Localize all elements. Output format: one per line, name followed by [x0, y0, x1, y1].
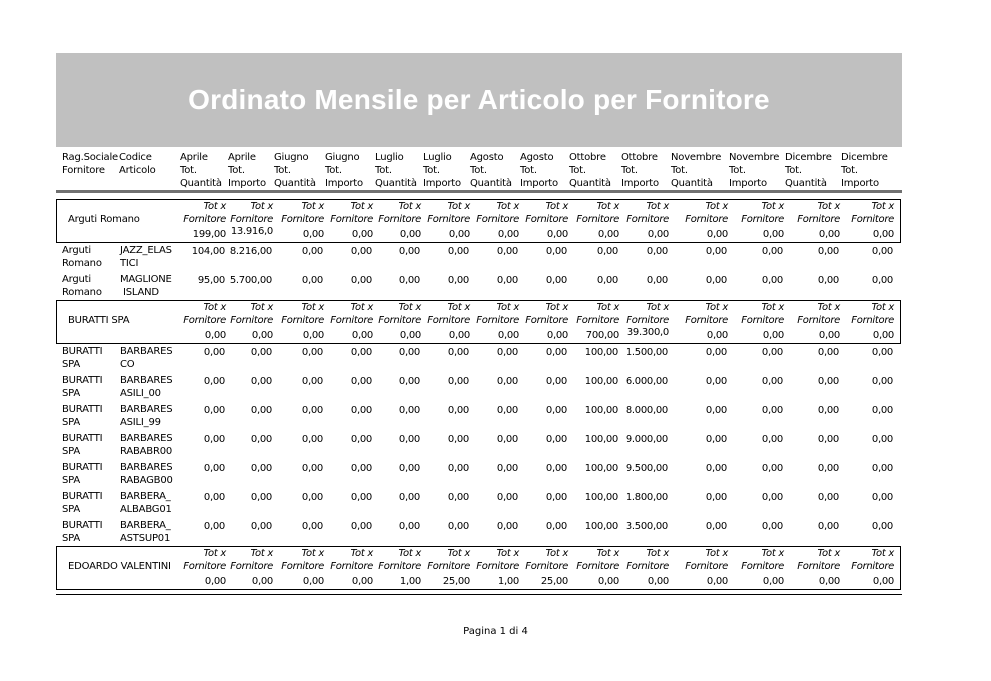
supplier-cell: BURATTI SPA	[62, 520, 103, 544]
value-cell: 0,00	[350, 492, 372, 503]
value-cell: 9.500,00	[625, 463, 668, 474]
supplier-total-value: 0,00	[204, 576, 226, 587]
total-per-supplier-label: Tot x Fornitore	[576, 548, 619, 572]
table-row	[56, 403, 902, 432]
total-per-supplier-label: Tot x Fornitore	[685, 548, 728, 572]
total-per-supplier-label: Tot x Fornitore	[330, 548, 373, 572]
value-cell: 0,00	[496, 405, 518, 416]
supplier-cell: BURATTI SPA	[62, 404, 103, 428]
column-header: Rag.Sociale Fornitore	[62, 152, 118, 176]
value-cell: 104,00	[191, 246, 225, 257]
value-cell: 0,00	[350, 275, 372, 286]
value-cell: 0,00	[871, 405, 893, 416]
value-cell: 0,00	[761, 434, 783, 445]
total-per-supplier-label: Tot x Fornitore	[525, 302, 568, 326]
column-header: Aprile Tot. Quantità	[180, 152, 222, 189]
value-cell: 0,00	[545, 463, 567, 474]
total-per-supplier-label: Tot x Fornitore	[183, 548, 226, 572]
total-per-supplier-label: Tot x Fornitore	[741, 302, 784, 326]
value-cell: 0,00	[496, 434, 518, 445]
value-cell: 0,00	[203, 463, 225, 474]
supplier-total-value: 0,00	[762, 576, 784, 587]
table-row	[56, 461, 902, 490]
report-title: Ordinato Mensile per Articolo per Fornitore	[188, 84, 770, 115]
value-cell: 0,00	[250, 521, 272, 532]
total-per-supplier-label: Tot x Fornitore	[851, 201, 894, 225]
value-cell: 0,00	[301, 463, 323, 474]
report-title-band	[56, 53, 902, 147]
supplier-cell: BURATTI SPA	[62, 491, 103, 515]
value-cell: 100,00	[584, 521, 618, 532]
article-code-cell: MAGLIONE ISLAND	[120, 274, 172, 298]
value-cell: 0,00	[301, 405, 323, 416]
value-cell: 0,00	[545, 376, 567, 387]
supplier-total-block	[56, 300, 901, 344]
supplier-total-value: 0,00	[597, 576, 619, 587]
value-cell: 0,00	[545, 275, 567, 286]
table-row	[56, 374, 902, 403]
value-cell: 8.216,00	[229, 246, 272, 257]
value-cell: 0,00	[496, 275, 518, 286]
supplier-total-value: 0,00	[351, 576, 373, 587]
table-row	[56, 432, 902, 461]
value-cell: 1.800,00	[625, 492, 668, 503]
value-cell: 0,00	[545, 405, 567, 416]
value-cell: 0,00	[203, 521, 225, 532]
total-per-supplier-label: Tot x Fornitore	[427, 201, 470, 225]
value-cell: 0,00	[447, 405, 469, 416]
value-cell: 0,00	[817, 376, 839, 387]
total-per-supplier-label: Tot x Fornitore	[741, 201, 784, 225]
total-per-supplier-label: Tot x Fornitore	[476, 302, 519, 326]
total-per-supplier-label: Tot x Fornitore	[330, 302, 373, 326]
supplier-total-value: 0,00	[647, 229, 669, 240]
total-per-supplier-label: Tot x Fornitore	[741, 548, 784, 572]
value-cell: 100,00	[584, 347, 618, 358]
supplier-total-value: 0,00	[546, 330, 568, 341]
total-per-supplier-label: Tot x Fornitore	[378, 548, 421, 572]
supplier-total-value: 1,00	[399, 576, 421, 587]
value-cell: 0,00	[203, 492, 225, 503]
value-cell: 0,00	[447, 246, 469, 257]
supplier-total-value: 0,00	[351, 229, 373, 240]
value-cell: 0,00	[398, 275, 420, 286]
value-cell: 0,00	[817, 434, 839, 445]
article-code-cell: JAZZ_ELAS TICI	[120, 245, 172, 269]
value-cell: 0,00	[250, 405, 272, 416]
column-header: Ottobre Tot. Quantità	[569, 152, 611, 189]
value-cell: 0,00	[817, 405, 839, 416]
column-header: Dicembre Tot. Quantità	[785, 152, 832, 189]
supplier-total-value: 0,00	[302, 576, 324, 587]
total-per-supplier-label: Tot x Fornitore	[476, 548, 519, 572]
column-header: Dicembre Tot. Importo	[841, 152, 888, 189]
supplier-cell: Arguti Romano	[62, 274, 102, 298]
supplier-total-value: 0,00	[872, 229, 894, 240]
value-cell: 0,00	[871, 434, 893, 445]
value-cell: 0,00	[871, 376, 893, 387]
supplier-total-value: 0,00	[302, 229, 324, 240]
column-header: Ottobre Tot. Importo	[621, 152, 659, 189]
total-per-supplier-label: Tot x Fornitore	[685, 201, 728, 225]
value-cell: 100,00	[584, 376, 618, 387]
article-code-cell: BARBERA_ ASTSUP01	[120, 520, 171, 544]
value-cell: 0,00	[350, 521, 372, 532]
supplier-cell: BURATTI SPA	[62, 346, 103, 370]
supplier-total-block	[56, 546, 901, 590]
value-cell: 0,00	[203, 405, 225, 416]
value-cell: 0,00	[871, 275, 893, 286]
total-per-supplier-label: Tot x Fornitore	[281, 302, 324, 326]
supplier-total-value: 0,00	[706, 229, 728, 240]
value-cell: 0,00	[398, 246, 420, 257]
value-cell: 0,00	[203, 347, 225, 358]
article-code-cell: BARBARES ASILI_99	[120, 404, 173, 428]
value-cell: 0,00	[496, 463, 518, 474]
value-cell: 0,00	[817, 246, 839, 257]
supplier-total-value: 13.916,0	[230, 226, 273, 237]
table-row	[56, 244, 902, 273]
value-cell: 0,00	[761, 521, 783, 532]
supplier-total-value: 0,00	[818, 576, 840, 587]
supplier-total-value: 0,00	[497, 330, 519, 341]
value-cell: 0,00	[350, 463, 372, 474]
value-cell: 0,00	[496, 521, 518, 532]
supplier-total-value: 1,00	[497, 576, 519, 587]
total-per-supplier-label: Tot x Fornitore	[427, 548, 470, 572]
value-cell: 100,00	[584, 405, 618, 416]
value-cell: 0,00	[398, 434, 420, 445]
value-cell: 0,00	[496, 376, 518, 387]
supplier-total-value: 199,00	[192, 229, 226, 240]
value-cell: 0,00	[250, 492, 272, 503]
value-cell: 0,00	[705, 463, 727, 474]
value-cell: 0,00	[871, 492, 893, 503]
column-header: Agosto Tot. Importo	[520, 152, 558, 189]
value-cell: 0,00	[705, 434, 727, 445]
supplier-total-value: 25,00	[442, 576, 470, 587]
value-cell: 0,00	[817, 463, 839, 474]
value-cell: 0,00	[705, 492, 727, 503]
total-per-supplier-label: Tot x Fornitore	[576, 302, 619, 326]
value-cell: 0,00	[398, 463, 420, 474]
total-per-supplier-label: Tot x Fornitore	[851, 548, 894, 572]
total-per-supplier-label: Tot x Fornitore	[525, 548, 568, 572]
value-cell: 0,00	[705, 347, 727, 358]
value-cell: 0,00	[705, 376, 727, 387]
value-cell: 0,00	[250, 376, 272, 387]
value-cell: 0,00	[398, 405, 420, 416]
total-per-supplier-label: Tot x Fornitore	[626, 302, 669, 326]
value-cell: 0,00	[447, 347, 469, 358]
value-cell: 0,00	[447, 275, 469, 286]
column-header: Agosto Tot. Quantità	[470, 152, 512, 189]
column-header: Luglio Tot. Quantità	[375, 152, 417, 189]
supplier-cell: BURATTI SPA	[62, 433, 103, 457]
value-cell: 0,00	[447, 434, 469, 445]
supplier-cell: Arguti Romano	[62, 245, 102, 269]
value-cell: 9.000,00	[625, 434, 668, 445]
value-cell: 0,00	[350, 347, 372, 358]
article-code-cell: BARBARES RABABR00	[120, 433, 173, 457]
total-per-supplier-label: Tot x Fornitore	[476, 201, 519, 225]
supplier-cell: BURATTI SPA	[62, 462, 103, 486]
value-cell: 0,00	[596, 275, 618, 286]
value-cell: 0,00	[871, 463, 893, 474]
column-header-row	[56, 150, 902, 193]
supplier-total-value: 0,00	[706, 330, 728, 341]
total-per-supplier-label: Tot x Fornitore	[797, 302, 840, 326]
value-cell: 0,00	[301, 246, 323, 257]
value-cell: 0,00	[871, 521, 893, 532]
supplier-total-value: 0,00	[251, 576, 273, 587]
value-cell: 0,00	[447, 463, 469, 474]
value-cell: 0,00	[545, 492, 567, 503]
total-per-supplier-label: Tot x Fornitore	[183, 302, 226, 326]
value-cell: 0,00	[705, 246, 727, 257]
value-cell: 0,00	[545, 434, 567, 445]
total-per-supplier-label: Tot x Fornitore	[427, 302, 470, 326]
value-cell: 0,00	[761, 246, 783, 257]
value-cell: 0,00	[301, 521, 323, 532]
supplier-total-name: BURATTI SPA	[68, 315, 130, 326]
total-per-supplier-label: Tot x Fornitore	[230, 548, 273, 572]
value-cell: 0,00	[761, 405, 783, 416]
total-per-supplier-label: Tot x Fornitore	[230, 302, 273, 326]
value-cell: 0,00	[203, 434, 225, 445]
supplier-total-value: 0,00	[647, 576, 669, 587]
value-cell: 0,00	[761, 492, 783, 503]
value-cell: 0,00	[301, 347, 323, 358]
supplier-total-value: 0,00	[302, 330, 324, 341]
column-header: Novembre Tot. Importo	[729, 152, 780, 189]
total-per-supplier-label: Tot x Fornitore	[626, 548, 669, 572]
supplier-total-value: 0,00	[399, 229, 421, 240]
total-per-supplier-label: Tot x Fornitore	[797, 201, 840, 225]
value-cell: 0,00	[496, 492, 518, 503]
value-cell: 0,00	[301, 434, 323, 445]
total-per-supplier-label: Tot x Fornitore	[378, 302, 421, 326]
value-cell: 0,00	[871, 347, 893, 358]
value-cell: 0,00	[398, 521, 420, 532]
supplier-total-value: 0,00	[872, 330, 894, 341]
value-cell: 6.000,00	[625, 376, 668, 387]
value-cell: 100,00	[584, 492, 618, 503]
article-code-cell: BARBERA_ ALBABG01	[120, 491, 172, 515]
total-per-supplier-label: Tot x Fornitore	[281, 548, 324, 572]
value-cell: 0,00	[817, 492, 839, 503]
bottom-rule	[56, 594, 902, 595]
value-cell: 0,00	[705, 521, 727, 532]
value-cell: 0,00	[761, 376, 783, 387]
supplier-total-value: 0,00	[818, 229, 840, 240]
page-footer: Pagina 1 di 4	[463, 626, 528, 637]
value-cell: 0,00	[871, 246, 893, 257]
value-cell: 0,00	[398, 376, 420, 387]
supplier-total-value: 0,00	[762, 330, 784, 341]
supplier-total-name: Arguti Romano	[68, 214, 140, 225]
value-cell: 0,00	[596, 246, 618, 257]
value-cell: 100,00	[584, 463, 618, 474]
value-cell: 0,00	[301, 376, 323, 387]
article-code-cell: BARBARES CO	[120, 346, 173, 370]
total-per-supplier-label: Tot x Fornitore	[576, 201, 619, 225]
value-cell: 5.700,00	[229, 275, 272, 286]
supplier-total-value: 0,00	[251, 330, 273, 341]
supplier-total-name: EDOARDO VALENTINI	[68, 561, 171, 572]
supplier-total-value: 0,00	[706, 576, 728, 587]
value-cell: 0,00	[496, 347, 518, 358]
value-cell: 0,00	[398, 492, 420, 503]
value-cell: 0,00	[203, 376, 225, 387]
column-header: Codice Articolo	[119, 152, 156, 176]
value-cell: 0,00	[350, 434, 372, 445]
value-cell: 1.500,00	[625, 347, 668, 358]
value-cell: 100,00	[584, 434, 618, 445]
supplier-total-value: 0,00	[204, 330, 226, 341]
value-cell: 0,00	[250, 434, 272, 445]
total-per-supplier-label: Tot x Fornitore	[330, 201, 373, 225]
value-cell: 0,00	[646, 246, 668, 257]
value-cell: 0,00	[761, 347, 783, 358]
column-header: Aprile Tot. Importo	[228, 152, 266, 189]
value-cell: 0,00	[250, 463, 272, 474]
column-header: Luglio Tot. Importo	[423, 152, 461, 189]
value-cell: 95,00	[197, 275, 225, 286]
value-cell: 8.000,00	[625, 405, 668, 416]
total-per-supplier-label: Tot x Fornitore	[525, 201, 568, 225]
supplier-total-value: 39.300,0	[626, 327, 669, 338]
value-cell: 0,00	[301, 275, 323, 286]
supplier-cell: BURATTI SPA	[62, 375, 103, 399]
value-cell: 0,00	[705, 405, 727, 416]
value-cell: 0,00	[761, 463, 783, 474]
supplier-total-value: 0,00	[351, 330, 373, 341]
value-cell: 0,00	[817, 347, 839, 358]
supplier-total-value: 0,00	[546, 229, 568, 240]
total-per-supplier-label: Tot x Fornitore	[685, 302, 728, 326]
value-cell: 0,00	[817, 521, 839, 532]
value-cell: 0,00	[545, 521, 567, 532]
total-per-supplier-label: Tot x Fornitore	[851, 302, 894, 326]
supplier-total-value: 0,00	[448, 229, 470, 240]
article-code-cell: BARBARES ASILI_00	[120, 375, 173, 399]
value-cell: 0,00	[447, 521, 469, 532]
column-header: Giugno Tot. Quantità	[274, 152, 316, 189]
value-cell: 0,00	[350, 376, 372, 387]
supplier-total-value: 0,00	[872, 576, 894, 587]
value-cell: 0,00	[545, 347, 567, 358]
table-row	[56, 273, 902, 302]
value-cell: 0,00	[545, 246, 567, 257]
supplier-total-value: 25,00	[540, 576, 568, 587]
value-cell: 3.500,00	[625, 521, 668, 532]
value-cell: 0,00	[496, 246, 518, 257]
value-cell: 0,00	[447, 492, 469, 503]
value-cell: 0,00	[350, 405, 372, 416]
value-cell: 0,00	[705, 275, 727, 286]
value-cell: 0,00	[761, 275, 783, 286]
total-per-supplier-label: Tot x Fornitore	[183, 201, 226, 225]
column-header: Novembre Tot. Quantità	[671, 152, 722, 189]
value-cell: 0,00	[398, 347, 420, 358]
supplier-total-value: 0,00	[399, 330, 421, 341]
table-row	[56, 345, 902, 374]
value-cell: 0,00	[350, 246, 372, 257]
column-header: Giugno Tot. Importo	[325, 152, 363, 189]
supplier-total-value: 700,00	[585, 330, 619, 341]
value-cell: 0,00	[646, 275, 668, 286]
value-cell: 0,00	[817, 275, 839, 286]
supplier-total-value: 0,00	[818, 330, 840, 341]
value-cell: 0,00	[250, 347, 272, 358]
supplier-total-value: 0,00	[762, 229, 784, 240]
total-per-supplier-label: Tot x Fornitore	[797, 548, 840, 572]
supplier-total-block	[56, 199, 901, 243]
total-per-supplier-label: Tot x Fornitore	[230, 201, 273, 225]
value-cell: 0,00	[447, 376, 469, 387]
supplier-total-value: 0,00	[448, 330, 470, 341]
total-per-supplier-label: Tot x Fornitore	[281, 201, 324, 225]
total-per-supplier-label: Tot x Fornitore	[626, 201, 669, 225]
supplier-total-value: 0,00	[597, 229, 619, 240]
value-cell: 0,00	[301, 492, 323, 503]
article-code-cell: BARBARES RABAGB00	[120, 462, 173, 486]
table-row	[56, 490, 902, 519]
supplier-total-value: 0,00	[497, 229, 519, 240]
table-row	[56, 519, 902, 548]
total-per-supplier-label: Tot x Fornitore	[378, 201, 421, 225]
